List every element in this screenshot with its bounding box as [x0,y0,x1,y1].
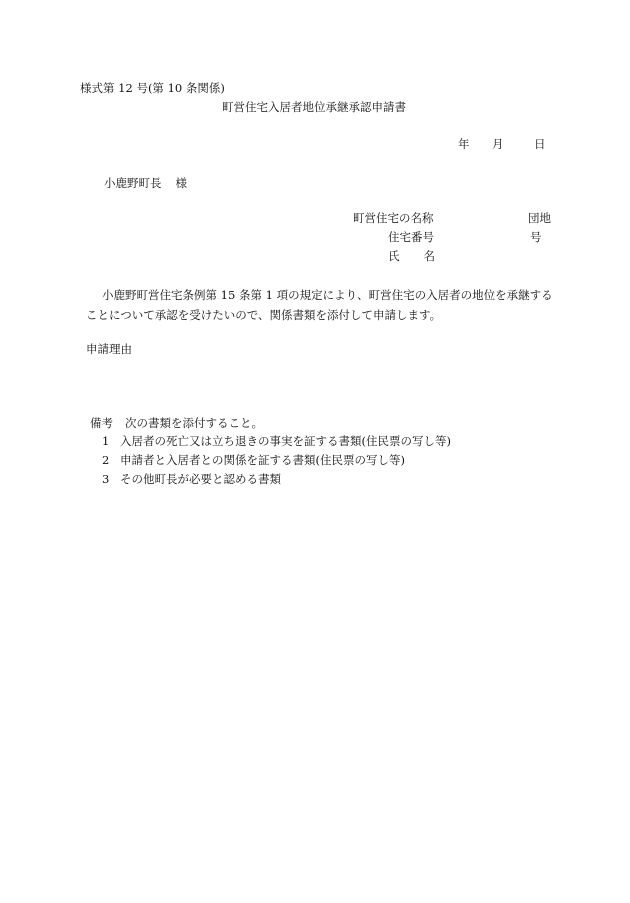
application-statement [86,285,556,325]
reason-heading: 申請理由 [86,342,132,356]
addressee [104,176,187,191]
remark-item [102,453,405,468]
housing-name-suffix: 団地 [528,211,551,225]
remark-item-number: 3 [102,472,110,486]
housing-number-suffix: 号 [530,230,542,244]
date-line [458,137,546,152]
remark-item-text: 入居者の死亡又は立ち退きの事実を証する書類(住民票の写し等) [120,434,451,448]
addressee-honorific: 様 [175,176,187,190]
application-statement-line-2: ことについて承認を受けたいので、関係書類を添付して申請します。 [86,308,442,322]
remarks-intro: 次の書類を添付すること。 [125,416,263,430]
applicant-name-label [388,249,435,264]
remarks-heading [90,416,263,431]
application-statement-line-1: 小鹿野町営住宅条例第 15 条第 1 項の規定により、町営住宅の入居者の地位を承継する [102,288,553,302]
document-title: 町営住宅入居者地位承継承認申請書 [222,100,406,114]
applicant-name-label-first: 氏 [388,249,400,263]
form-number: 様式第 12 号(第 10 条関係) [80,81,225,95]
remark-item [102,434,451,449]
remark-item [102,472,281,487]
applicant-name-label-second: 名 [423,249,435,263]
remark-item-text: その他町長が必要と認める書類 [120,472,281,486]
date-year-label: 年 [458,137,470,151]
remarks-label: 備考 [90,416,113,430]
remark-item-number: 2 [102,453,110,467]
remark-item-number: 1 [102,434,110,448]
remark-item-text: 申請者と入居者との関係を証する書類(住民票の写し等) [120,453,405,467]
date-day-label: 日 [534,137,546,151]
housing-name-label: 町営住宅の名称 [353,211,434,225]
date-month-label: 月 [492,137,504,151]
addressee-name: 小鹿野町長 [104,176,162,190]
housing-number-label: 住宅番号 [388,230,434,244]
